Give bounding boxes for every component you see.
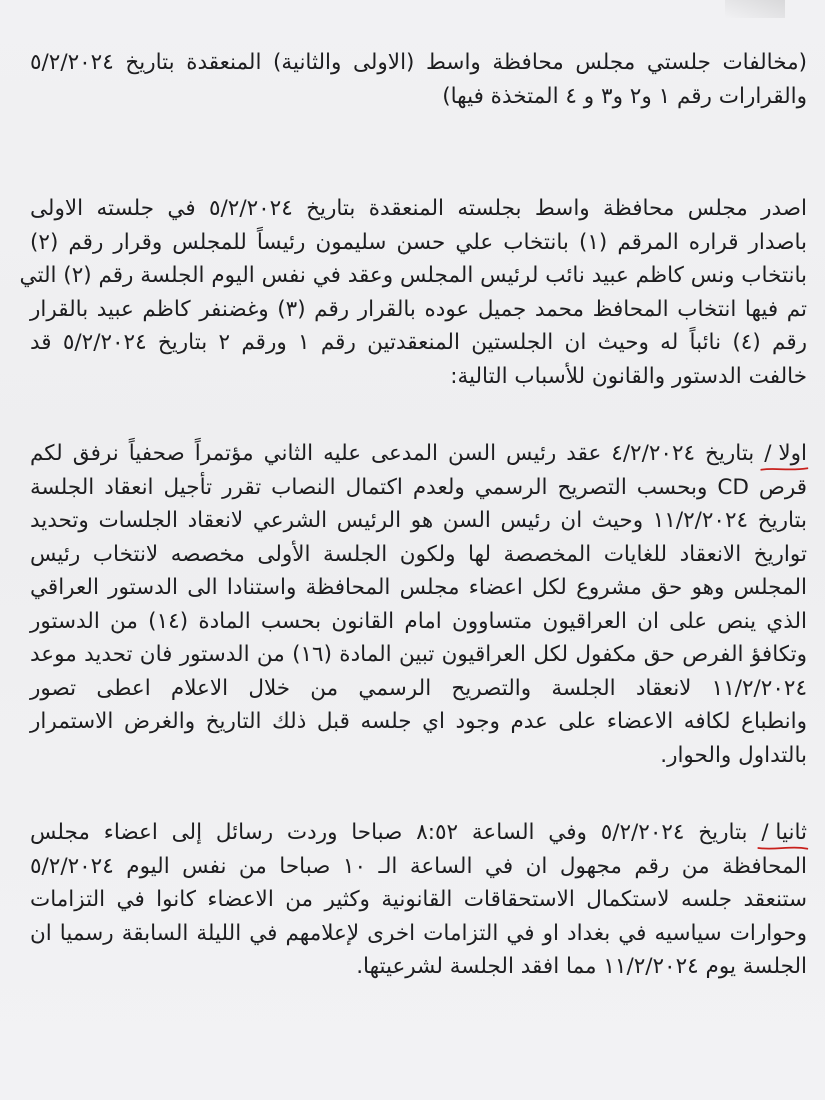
paragraph-line — [30, 816, 807, 850]
paragraph-intro — [19, 192, 807, 393]
paragraph-line: اصدر مجلس محافظة واسط بجلسته المنعقدة بتاريخ ٥/٢/٢٠٢٤ في جلسته الاولى — [30, 196, 807, 221]
paragraph-first-point — [30, 437, 807, 772]
paragraph-line: الجلسة يوم ١١/٢/٢٠٢٤ مما افقد الجلسة لشرعيتها. — [356, 954, 807, 979]
point-marker-label: اولا / — [764, 441, 807, 466]
point-marker-label: ثانيا / — [761, 820, 807, 845]
document-body — [19, 46, 808, 984]
red-pen-underline — [760, 465, 809, 473]
paragraph-line: بالتداول والحوار. — [660, 742, 807, 768]
paragraph-line: ١١/٢/٢٠٢٤ لانعقاد الجلسة والتصريح الرسمي من خلال الاعلام اعطى تصور — [30, 675, 807, 701]
header-line: (مخالفات جلستي مجلس محافظة واسط (الاولى والثانية) المنعقدة بتاريخ ٥/٢/٢٠٢٤ — [30, 50, 807, 75]
paragraph-line: خالفت الدستور والقانون للأسباب التالية: — [450, 363, 807, 389]
paragraph-line: بانتخاب ونس كاظم عبيد نائب لرئيس المجلس وعقد في نفس اليوم الجلسة رقم (٢) التي — [19, 263, 807, 288]
paragraph-line: الذي ينص على ان العراقيون متساوون امام القانون بحسب المادة (١٤) من الدستور — [30, 608, 807, 634]
paragraph-line — [30, 437, 807, 471]
paragraph-line-text: بتاريخ ٤/٢/٢٠٢٤ عقد رئيس السن المدعى عليه الثاني مؤتمراً صحفياً نرفق لكم — [30, 441, 755, 466]
point-marker-first — [764, 437, 807, 471]
paragraph-line: المحافظة من رقم مجهول ان في الساعة الـ ١٠ صباحا من نفس اليوم ٥/٢/٢٠٢٤ — [30, 853, 807, 879]
point-marker-second — [761, 816, 807, 850]
paragraph-line: وحوارات سياسيه في بغداد او في التزامات اخرى لإعلامهم في الليلة السابقة رسميا ان — [30, 920, 807, 946]
paragraph-line: ستنعقد جلسه لاستكمال الاستحقاقات القانونية وكثير من الاعضاء كانوا في التزامات — [30, 887, 807, 912]
paragraph-line: المجلس وهو حق مشروع لكل اعضاء مجلس المحافظة واستنادا الى الدستور العراقي — [30, 575, 807, 600]
paragraph-line: رقم (٤) نائباً له وحيث ان الجلستين المنعقدتين رقم ١ ورقم ٢ بتاريخ ٥/٢/٢٠٢٤ قد — [30, 330, 807, 355]
paragraph-line: وتكافؤ الفرص حق مكفول لكل العراقيون تبين المادة (١٦) من الدستور فان تحديد موعد — [30, 642, 808, 667]
paragraph-line: تم فيها انتخاب المحافظ محمد جميل عوده بالقرار رقم (٣) وغضنفر كاظم عبيد بالقرار — [30, 296, 807, 322]
page-fold-shadow — [725, 0, 785, 18]
paragraph-line: باصدار قراره المرقم (١) بانتخاب علي حسن سليمون رئيساً للمجلس وقرار رقم (٢) — [30, 229, 807, 255]
paragraph-line: تواريخ الانعقاد للغايات المخصصة لها ولكون الجلسة الأولى مخصصه لانتخاب رئيس — [30, 541, 807, 567]
red-pen-underline — [757, 844, 809, 852]
paragraph-line: وانطباع لكافه الاعضاء على عدم وجود اي جلسه قبل ذلك التاريخ والغرض الاستمرار — [30, 709, 807, 734]
document-header — [30, 46, 807, 113]
paragraph-line: بتاريخ ١١/٢/٢٠٢٤ وحيث ان رئيس السن هو الرئيس الشرعي لانعقاد الجلسات وتحديد — [30, 508, 807, 533]
paragraph-line: قرص CD وبحسب التصريح الرسمي ولعدم اكتمال النصاب تقرر تأجيل انعقاد الجلسة — [30, 474, 807, 500]
paragraph-second-point — [30, 816, 807, 984]
paragraph-line-text: بتاريخ ٥/٢/٢٠٢٤ وفي الساعة ٨:٥٢ صباحا وردت رسائل إلى اعضاء مجلس — [30, 820, 748, 845]
header-line: والقرارات رقم ١ و٢ و٣ و ٤ المتخذة فيها) — [442, 83, 807, 109]
